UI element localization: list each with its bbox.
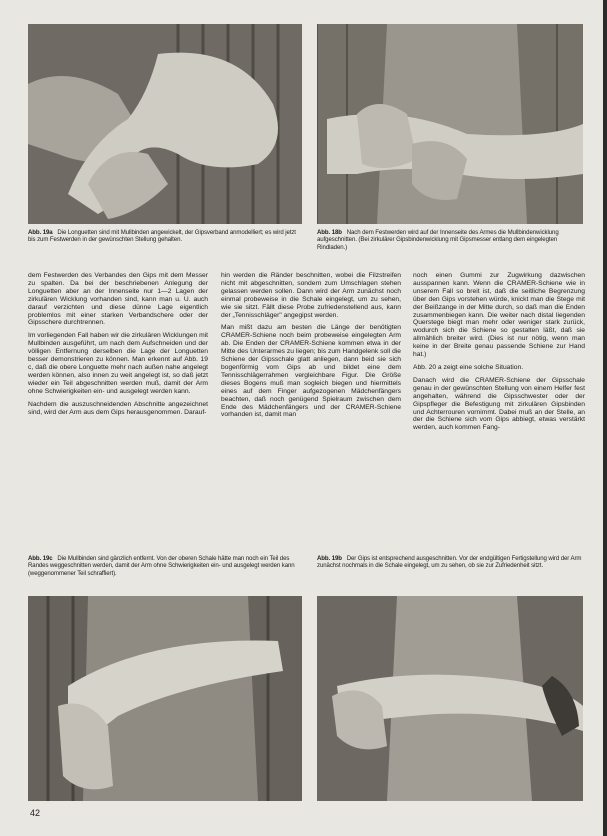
caption-fig18b (317, 229, 583, 251)
caption-fig19b (317, 555, 583, 570)
caption-text: Der Gips ist entsprechend ausgeschnitten. Vor der endgültigen Fertigstellung wird der Arm zunächst nochmals in die Schale eingelegt, um zu sehen, ob sie zur Zufriedenheit sitzt. (317, 555, 582, 570)
caption-fig19c (28, 555, 302, 577)
caption-label: Abb. 19a (28, 229, 53, 236)
caption-text: Nach dem Festwerden wird auf der Innenseite des Armes die Mullbindenwicklung aufgeschnitten. (Bei zirkulärer Gipsbindenwicklung mit Gipsmesser entlang dem eingelegten Rindladen.) (317, 229, 559, 251)
paragraph: Im vorliegenden Fall haben wir die zirkulären Wicklungen mit Mullbinden ausgeführt, um nach dem Aufschneiden und der völligen Entfernung derselben die Lage der Longuetten besser demonstrieren zu können. Man erkennt auf Abb. 19 c, daß die obere Longuette mehr nach außen nahe angelegt werden können, also innen zu weit angelegt ist, so daß jetzt wieder ein Teil abgeschnitten werden muß, damit der Arm ohne Schwierigkeiten ein- und ausgelegt werden kann. (28, 332, 208, 395)
page-number: 42 (30, 808, 41, 818)
photo-fig18b (317, 24, 583, 224)
paragraph: Abb. 20 a zeigt eine solche Situation. (413, 363, 524, 371)
paragraph: hin werden die Ränder beschnitten, wobei die Filzstreifen nicht mit abgeschnitten, sondern zum Umschlagen stehen gelassen werden sollen. Dann wird der Arm zunächst noch einmal probeweise in die Schale eingelegt, um zu sehen, wie sie sitzt. Fällt diese Probe zufriedenstellend aus, kann der „Tennisschläger" angegipst werden. (221, 272, 401, 319)
body-column-2 (221, 272, 401, 424)
photo-fig19b (317, 596, 583, 801)
paragraph: Nachdem die auszuschneidenden Abschnitte angezeichnet sind, wird der Arm aus dem Gips herausgenommen. Darauf- (28, 400, 208, 416)
body-column-3 (413, 272, 585, 437)
paragraph: Danach wird die CRAMER-Schiene der Gipsschale genau in der gewünschten Stellung von einem Helfer fest angehalten, während die Gipsschwester oder der Gipspfleger die Befestigung mit zirkulären Gipsbinden und Achterrouren vornimmt. Dabei muß an der Stelle, an der die Schiene sich vom Gips abbiegt, etwas verstärkt werden, auch kommen Fang- (413, 376, 585, 432)
caption-fig19a (28, 229, 302, 244)
body-column-1 (28, 272, 208, 421)
caption-text: Die Mullbinden sind gänzlich entfernt. Von der oberen Schale hätte man noch ein Teil des Randes weggeschnitten werden, damit der Arm ohne Schwierigkeiten ein- und ausgelegt werden kann (weggenommener Teil schraffiert). (28, 555, 295, 577)
caption-label: Abb. 18b (317, 229, 342, 236)
photo-fig19a (28, 24, 302, 224)
page-edge-shadow (603, 0, 607, 836)
paragraph: noch einen Gummi zur Zugwirkung dazwischen ausspannen kann. Wenn die CRAMER-Schiene wie in unserem Fall so breit ist, daß die seitliche Begrenzung über den Gips vorstehen würde, knickt man die Stege mit der Beißzange in der Mitte durch, so daß man die Enden zusammenbiegen kann. Die weiter nach distal liegenden Querstege biegt man mehr oder weniger stark zurück, wodurch sich die Schiene so gestalten läßt, daß sie allmählich breiter wird. (Dies ist nur nötig, wenn man keine in der Breite genau passende Schiene zur Hand hat.) (413, 272, 585, 359)
caption-text: Die Longuetten sind mit Mullbinden angewickelt, der Gipsverband anmodelliert; es wird jetzt bis zum Festwerden in der gewünschten Stellung gehalten. (28, 229, 296, 244)
caption-label: Abb. 19c (28, 555, 53, 562)
paragraph: dem Festwerden des Verbandes den Gips mit dem Messer zu spalten. Da bei der beschriebenen Anlegung der Longuetten aber an der Innenseite nur 1—2 Lagen der zirkulären Wicklung vorhanden sind, kann man u. U. auch darauf verzichten und diese dünne Lage eigentlich problemlos mit einer starken Verbandschere oder der Gipsschere durchtrennen. (28, 272, 208, 327)
photo-fig19c (28, 596, 302, 801)
paragraph: Man mißt dazu am besten die Länge der benötigten CRAMER-Schiene noch beim probeweise eingelegten Arm ab. Die Enden der CRAMER-Schiene kommen etwa in der Mitte des Unterarmes zu liegen; bis zum Handgelenk soll die Schiene der Gipsschale glatt anliegen, dann beid sie sich bogenförmig vom Gips ab und bildet eine dem Tennisschlägerrahmen vergleichbare Figur. Die Größe dieses Bogens muß man sogleich biegen und hiermittels eines auf dem Finger aufgezogenen Mädchenfängers beachten, daß noch genügend Spielraum zwischen dem Ende des Mädchenfängers und der CRAMER-Schiene vorhanden ist, damit man (221, 324, 401, 419)
caption-label: Abb. 19b (317, 555, 342, 562)
